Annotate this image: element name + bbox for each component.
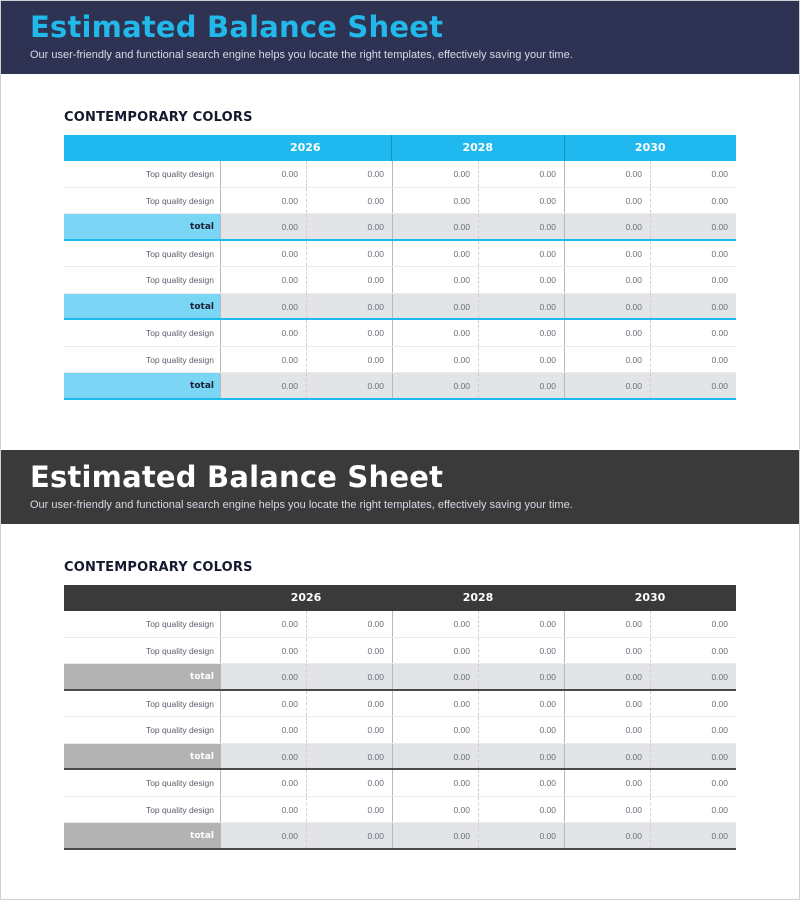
row-label: Top quality design	[145, 354, 214, 365]
value-cell: 0.00	[306, 294, 392, 319]
value-cell: 0.00	[392, 373, 478, 398]
total-label: total	[64, 744, 220, 769]
value-cell: 0.00	[306, 797, 392, 823]
value-cell: 0.00	[650, 717, 736, 743]
table-row	[64, 638, 736, 665]
value-cell: 0.00	[650, 347, 736, 373]
value-cell: 0.00	[220, 188, 306, 214]
value-cell: 0.00	[392, 797, 478, 823]
value-cell: 0.00	[306, 214, 392, 239]
row-label: Top quality design	[145, 328, 214, 338]
total-row	[64, 294, 736, 321]
value-cell: 0.00	[392, 161, 478, 187]
year-header: 2030	[564, 135, 736, 161]
value-cell: 0.00	[306, 823, 392, 848]
year-header: 2028	[391, 135, 563, 161]
total-row	[64, 664, 736, 691]
page-title: Estimated Balance Sheet	[30, 10, 444, 44]
value-cell: 0.00	[478, 797, 564, 823]
value-cell: 0.00	[478, 347, 564, 373]
value-cell: 0.00	[564, 664, 650, 689]
value-cell: 0.00	[650, 691, 736, 717]
value-cell: 0.00	[306, 241, 392, 267]
year-header: 2026	[290, 591, 322, 604]
value-cell: 0.00	[392, 320, 478, 346]
value-cell: 0.00	[392, 770, 478, 796]
table-row	[64, 691, 736, 718]
value-cell: 0.00	[478, 294, 564, 319]
table-row	[64, 611, 736, 638]
value-cell: 0.00	[478, 267, 564, 293]
value-cell: 0.00	[478, 717, 564, 743]
table-body	[64, 611, 736, 850]
value-cell: 0.00	[306, 691, 392, 717]
value-cell: 0.00	[306, 161, 392, 187]
balance-table	[64, 585, 736, 850]
value-cell: 0.00	[650, 294, 736, 319]
value-cell: 0.00	[564, 797, 650, 823]
value-cell: 0.00	[392, 188, 478, 214]
value-cell: 0.00	[650, 161, 736, 187]
value-cell: 0.00	[220, 823, 306, 848]
row-label: Top quality design	[145, 778, 214, 788]
value-cell: 0.00	[478, 770, 564, 796]
value-cell: 0.00	[650, 241, 736, 267]
total-label: total	[64, 823, 220, 848]
year-header: 2028	[462, 591, 494, 604]
table-row	[64, 241, 736, 268]
table-header	[64, 585, 736, 611]
value-cell: 0.00	[478, 373, 564, 398]
value-cell: 0.00	[478, 320, 564, 346]
value-cell: 0.00	[392, 294, 478, 319]
value-cell: 0.00	[220, 347, 306, 373]
table-row	[64, 320, 736, 347]
row-label: Top quality design	[145, 804, 214, 815]
total-label: total	[64, 214, 220, 239]
value-cell: 0.00	[306, 347, 392, 373]
value-cell: 0.00	[478, 691, 564, 717]
header-label-spacer	[64, 585, 220, 611]
value-cell: 0.00	[650, 320, 736, 346]
year-header: 2030	[634, 591, 666, 604]
value-cell: 0.00	[564, 744, 650, 769]
value-cell: 0.00	[478, 611, 564, 637]
value-cell: 0.00	[220, 664, 306, 689]
total-row	[64, 373, 736, 400]
value-cell: 0.00	[220, 294, 306, 319]
value-cell: 0.00	[478, 214, 564, 239]
value-cell: 0.00	[392, 664, 478, 689]
value-cell: 0.00	[306, 770, 392, 796]
value-cell: 0.00	[306, 373, 392, 398]
table-row	[64, 188, 736, 215]
table-row	[64, 797, 736, 824]
value-cell: 0.00	[220, 241, 306, 267]
balance-sheet-section-dark	[0, 450, 800, 900]
table-row	[64, 770, 736, 797]
value-cell: 0.00	[564, 611, 650, 637]
value-cell: 0.00	[478, 188, 564, 214]
row-label: Top quality design	[145, 275, 214, 285]
value-cell: 0.00	[220, 214, 306, 239]
value-cell: 0.00	[220, 691, 306, 717]
sheet-heading: CONTEMPORARY COLORS	[64, 110, 253, 125]
value-cell: 0.00	[564, 770, 650, 796]
row-label: Top quality design	[145, 195, 214, 206]
value-cell: 0.00	[306, 267, 392, 293]
table-row	[64, 717, 736, 744]
sheet-heading: CONTEMPORARY COLORS	[64, 560, 253, 575]
value-cell: 0.00	[392, 638, 478, 664]
table-body	[64, 161, 736, 400]
value-cell: 0.00	[650, 770, 736, 796]
total-label: total	[64, 373, 220, 398]
value-cell: 0.00	[306, 188, 392, 214]
value-cell: 0.00	[220, 638, 306, 664]
value-cell: 0.00	[650, 664, 736, 689]
value-cell: 0.00	[650, 188, 736, 214]
year-header: 2026	[289, 141, 321, 154]
value-cell: 0.00	[220, 744, 306, 769]
value-cell: 0.00	[650, 373, 736, 398]
value-cell: 0.00	[564, 214, 650, 239]
row-label: Top quality design	[145, 169, 214, 179]
value-cell: 0.00	[564, 717, 650, 743]
value-cell: 0.00	[392, 214, 478, 239]
value-cell: 0.00	[564, 294, 650, 319]
value-cell: 0.00	[564, 347, 650, 373]
total-row	[64, 214, 736, 241]
value-cell: 0.00	[392, 267, 478, 293]
value-cell: 0.00	[650, 744, 736, 769]
page-subtitle: Our user-friendly and functional search engine helps you locate the right templates, effectively saving your time.	[30, 49, 573, 61]
value-cell: 0.00	[650, 611, 736, 637]
value-cell: 0.00	[306, 611, 392, 637]
table-header	[64, 135, 736, 161]
row-label: Top quality design	[145, 698, 214, 709]
balance-table	[64, 135, 736, 400]
value-cell: 0.00	[650, 638, 736, 664]
value-cell: 0.00	[650, 797, 736, 823]
header-band	[0, 0, 800, 74]
value-cell: 0.00	[220, 611, 306, 637]
value-cell: 0.00	[220, 717, 306, 743]
value-cell: 0.00	[220, 161, 306, 187]
value-cell: 0.00	[478, 241, 564, 267]
row-label: Top quality design	[145, 248, 214, 259]
table-row	[64, 347, 736, 374]
value-cell: 0.00	[220, 267, 306, 293]
value-cell: 0.00	[564, 373, 650, 398]
value-cell: 0.00	[220, 797, 306, 823]
header-band	[0, 450, 800, 524]
value-cell: 0.00	[306, 717, 392, 743]
value-cell: 0.00	[220, 320, 306, 346]
value-cell: 0.00	[392, 611, 478, 637]
value-cell: 0.00	[564, 161, 650, 187]
value-cell: 0.00	[392, 691, 478, 717]
value-cell: 0.00	[564, 823, 650, 848]
row-label: Top quality design	[145, 645, 214, 656]
value-cell: 0.00	[306, 638, 392, 664]
value-cell: 0.00	[564, 320, 650, 346]
value-cell: 0.00	[392, 347, 478, 373]
value-cell: 0.00	[220, 770, 306, 796]
value-cell: 0.00	[478, 744, 564, 769]
value-cell: 0.00	[564, 638, 650, 664]
total-row	[64, 823, 736, 850]
row-label: Top quality design	[145, 619, 214, 629]
value-cell: 0.00	[392, 717, 478, 743]
value-cell: 0.00	[306, 744, 392, 769]
value-cell: 0.00	[564, 691, 650, 717]
value-cell: 0.00	[478, 638, 564, 664]
total-label: total	[64, 664, 220, 689]
value-cell: 0.00	[564, 267, 650, 293]
table-row	[64, 267, 736, 294]
header-label-spacer	[64, 135, 220, 161]
value-cell: 0.00	[392, 744, 478, 769]
table-row	[64, 161, 736, 188]
total-label: total	[64, 294, 220, 319]
value-cell: 0.00	[650, 214, 736, 239]
value-cell: 0.00	[478, 161, 564, 187]
value-cell: 0.00	[306, 320, 392, 346]
total-row	[64, 744, 736, 771]
value-cell: 0.00	[392, 241, 478, 267]
value-cell: 0.00	[478, 823, 564, 848]
row-label: Top quality design	[145, 725, 214, 735]
value-cell: 0.00	[564, 188, 650, 214]
page-subtitle: Our user-friendly and functional search engine helps you locate the right templates, effectively saving your time.	[30, 499, 573, 511]
page-title: Estimated Balance Sheet	[30, 460, 444, 494]
value-cell: 0.00	[650, 823, 736, 848]
value-cell: 0.00	[478, 664, 564, 689]
value-cell: 0.00	[306, 664, 392, 689]
value-cell: 0.00	[564, 241, 650, 267]
value-cell: 0.00	[392, 823, 478, 848]
value-cell: 0.00	[650, 267, 736, 293]
value-cell: 0.00	[220, 373, 306, 398]
